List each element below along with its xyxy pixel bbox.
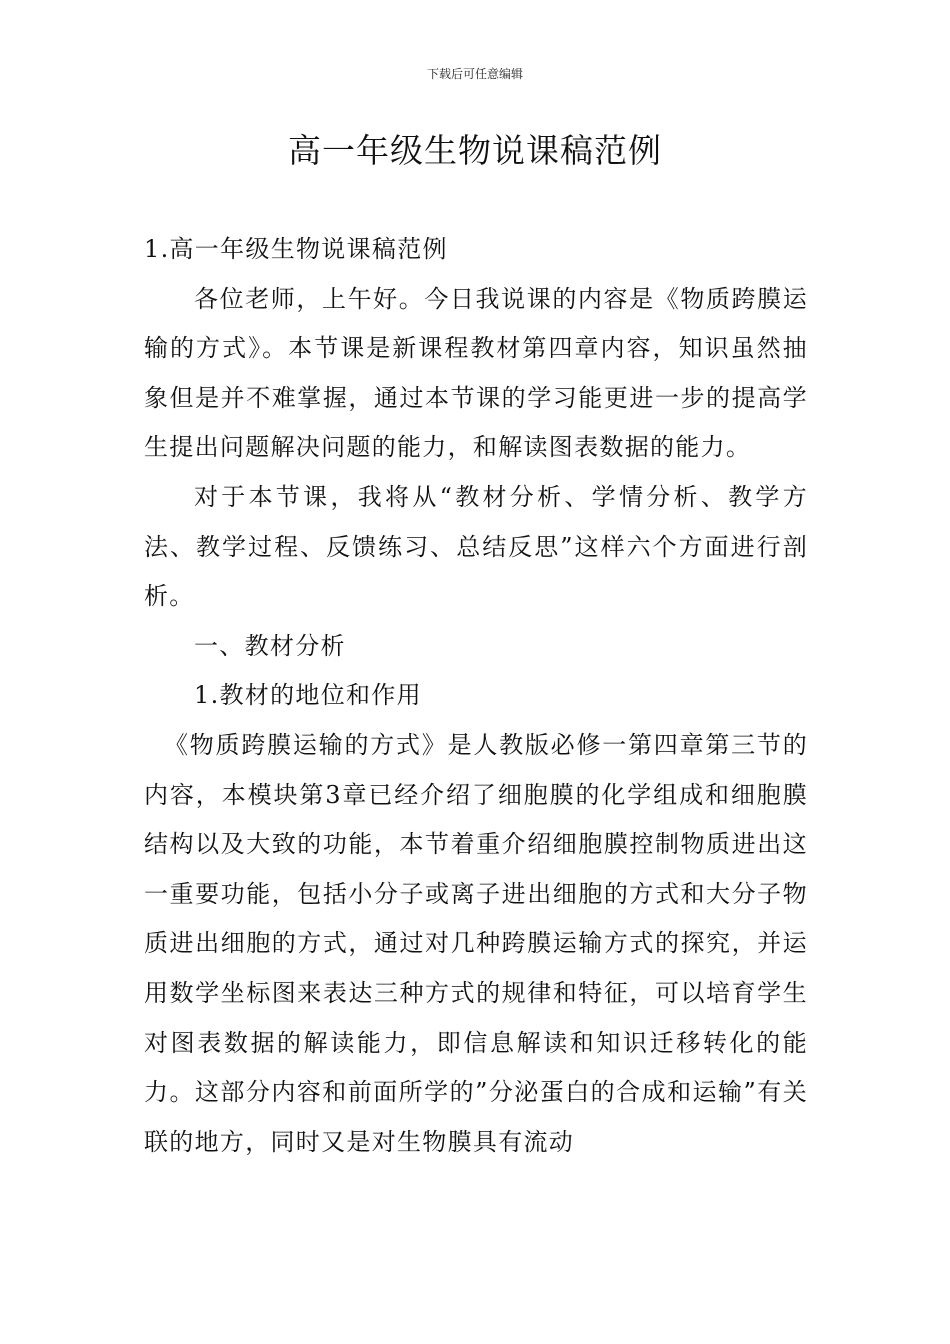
header-note: 下载后可任意编辑 [426,67,523,81]
document-title: 高一年级生物说课稿范例 [288,131,662,170]
section-heading: 1.高一年级生物说课稿范例 [144,235,448,263]
subheading-position-role: 1.教材的地位和作用 [194,681,422,710]
paragraph-outline: 对于本节课，我将从“教材分析、学情分析、教学方法、教学过程、反馈练习、总结反思”这样六个方面进行剖析。 [144,482,808,611]
subheading-textbook-analysis: 一、教材分析 [194,631,346,660]
paragraph-textbook-content: 《物质跨膜运输的方式》是人教版必修一第四章第三节的内容，本模块第3章已经介绍了细胞膜的化学组成和细胞膜结构以及大致的功能，本节着重介绍细胞膜控制物质进出这一重要功能，包括小分子或离子进出细胞的方式和大分子物质进出细胞的方式，通过对几种跨膜运输方式的探究，并运用数学坐标图来表达三种方式的规律和特征，可以培育学生对图表数据的解读能力，即信息解读和知识迁移转化的能力。这部分内容和前面所学的”分泌蛋白的合成和运输”有关联的地方，同时又是对生物膜具有流动 [144,730,808,1156]
paragraph-greeting: 各位老师，上午好。今日我说课的内容是《物质跨膜运输的方式》。本节课是新课程教材第四章内容，知识虽然抽象但是并不难掌握，通过本节课的学习能更进一步的提高学生提出问题解决问题的能力，和解读图表数据的能力。 [144,284,808,462]
document-body [144,225,808,1167]
